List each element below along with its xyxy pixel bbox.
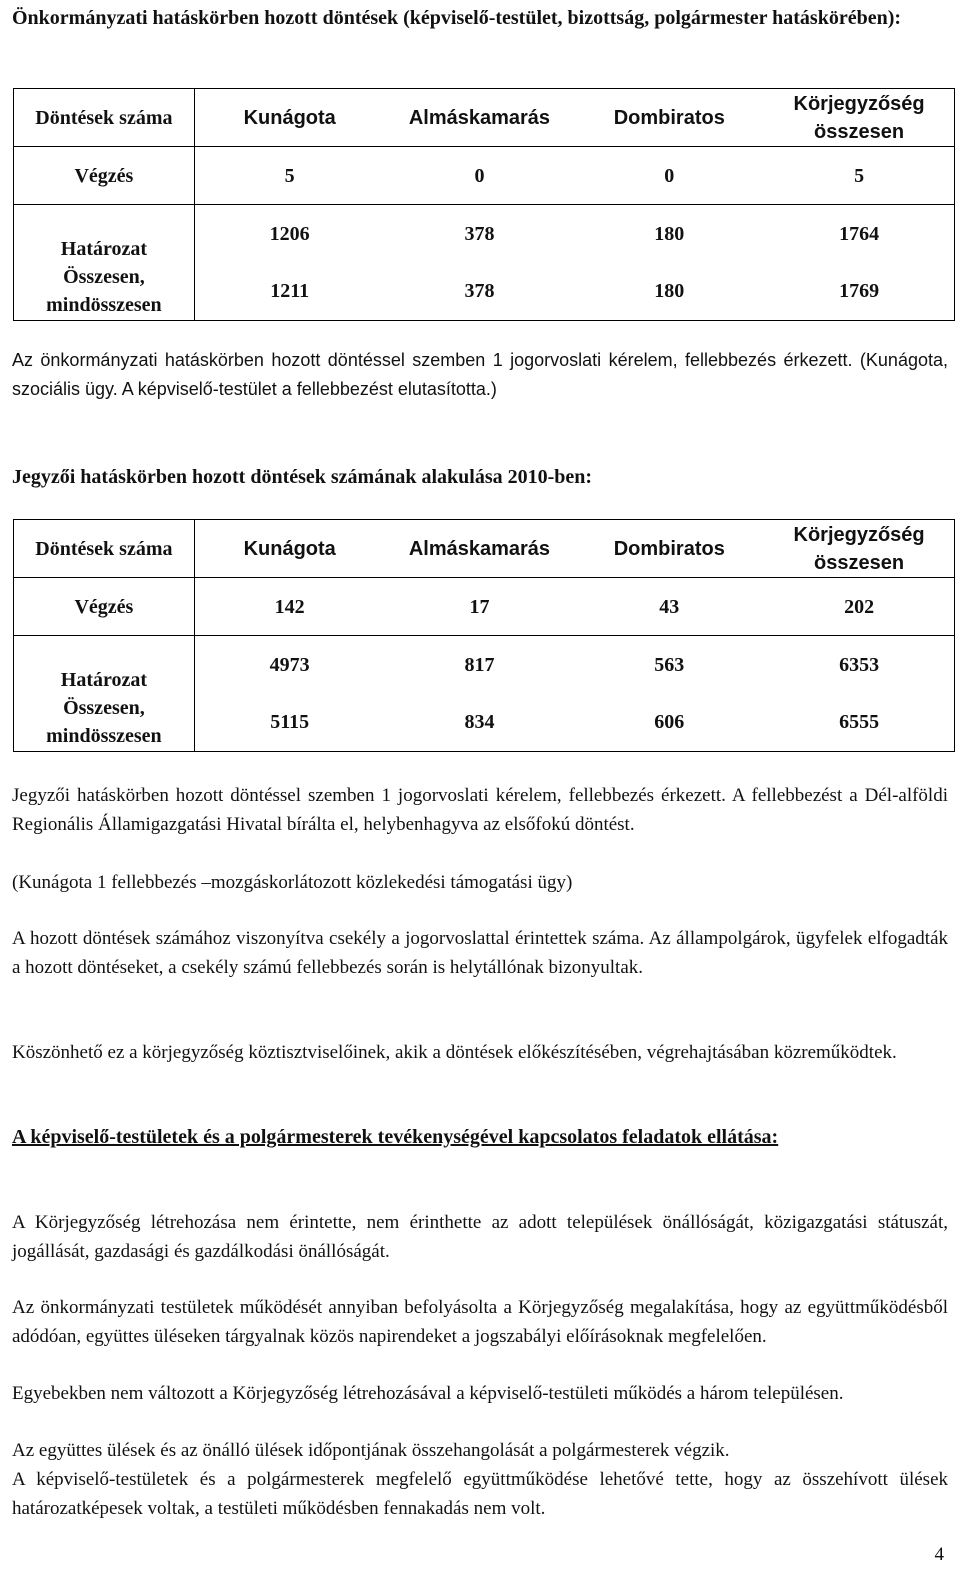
- table-cell: 6353: [764, 636, 954, 694]
- section3-para2: Az önkormányzati testületek működését annyiban befolyásolta a Körjegyzőség megalakítása, hogy az együttműködésből adódóan, együttes üléseken tárgyalnak közös napirendeket a jogszabályi előírásoknak megfelelően.: [12, 1297, 948, 1347]
- header-col: Körjegyzőség összesen: [764, 520, 954, 578]
- table-cell: 5: [764, 147, 954, 205]
- row-label: Végzés: [14, 147, 195, 205]
- table-cell: 0: [574, 147, 764, 205]
- table-cell: 1769: [764, 263, 954, 321]
- table-cell: 6555: [764, 694, 954, 752]
- row-label: Összesen, mindösszesen: [14, 694, 195, 752]
- section1-note: Az önkormányzati hatáskörben hozott döntéssel szemben 1 jogorvoslati kérelem, fellebbezés érkezett. (Kunágota, szociális ügy. A képviselő-testület a fellebbezést elutasította.): [12, 350, 948, 399]
- table-cell: 142: [194, 578, 384, 636]
- row-label: Összesen, mindösszesen: [14, 263, 195, 321]
- header-label: Döntések száma: [14, 520, 195, 578]
- header-col: Dombiratos: [574, 520, 764, 578]
- header-col: Almáskamarás: [385, 89, 575, 147]
- section2-para2: Köszönhető ez a körjegyzőség köztisztviselőinek, akik a döntések előkészítésében, végrehajtásában közreműködtek.: [12, 1042, 897, 1063]
- table-cell: 378: [385, 263, 575, 321]
- row-label: Végzés: [14, 578, 195, 636]
- table-cell: 180: [654, 222, 685, 245]
- section2-note2: (Kunágota 1 fellebbezés –mozgáskorlátozott közlekedési támogatási ügy): [12, 872, 573, 893]
- section3-title: A képviselő-testületek és a polgármesterek tevékenységével kapcsolatos feladatok ellátása:: [12, 1126, 779, 1148]
- table-cell: 43: [574, 578, 764, 636]
- table-cell: 834: [385, 694, 575, 752]
- section2-para1: A hozott döntések számához viszonyítva csekély a jogorvoslattal érintettek száma. Az állampolgárok, ügyfelek elfogadták a hozott döntéseket, a csekély számú fellebbezés során is helytállónak bizonyultak.: [12, 928, 948, 978]
- section3-para5: A képviselő-testületek és a polgármesterek megfelelő együttműködése lehetővé tette, hogy az összehívott ülések határozatképesek voltak, a testületi működésben fennakadás nem volt.: [12, 1469, 948, 1519]
- table-cell: 5115: [194, 694, 384, 752]
- table-cell: 1206: [269, 222, 310, 245]
- header-col: Körjegyzőség összesen: [764, 89, 954, 147]
- section3-para1: A Körjegyzőség létrehozása nem érintette, nem érinthette az adott települések önállóságát, közigazgatási státuszát, jogállását, gazdasági és gazdálkodási önállóságát.: [12, 1212, 948, 1262]
- municipal-decisions-table: [13, 88, 955, 321]
- header-col: Kunágota: [194, 520, 384, 578]
- section3-para3: Egyebekben nem változott a Körjegyzőség létrehozásával a képviselő-testületi működés a három településen.: [12, 1383, 844, 1404]
- section1-title: Önkormányzati hatáskörben hozott döntések (képviselő-testület, bizottság, polgármester hatáskörében):: [12, 7, 902, 29]
- table-cell: 1211: [194, 263, 384, 321]
- table-cell: 0: [385, 147, 575, 205]
- section3-para4: Az együttes ülések és az önálló ülések időpontjának összehangolását a polgármesterek végzik.: [12, 1440, 730, 1461]
- section2-title: Jegyzői hatáskörben hozott döntések számának alakulása 2010-ben:: [12, 466, 593, 488]
- row-label: Határozat: [14, 205, 195, 263]
- header-label: Döntések száma: [14, 89, 195, 147]
- table-cell: 606: [574, 694, 764, 752]
- page-number: 4: [934, 1544, 944, 1565]
- table-cell: 378: [464, 222, 495, 245]
- row-label: Határozat: [14, 636, 195, 694]
- section2-note1: Jegyzői hatáskörben hozott döntéssel szemben 1 jogorvoslati kérelem, fellebbezés érkezett. A fellebbezést a Dél-alföldi Regionális Államigazgatási Hivatal bírálta el, helybenhagyva az elsőfokú döntést.: [12, 785, 948, 835]
- table-cell: 5: [194, 147, 384, 205]
- table-cell: 563: [654, 653, 685, 676]
- header-col: Kunágota: [194, 89, 384, 147]
- header-col: Almáskamarás: [385, 520, 575, 578]
- table-cell: 817: [464, 653, 495, 676]
- header-col: Dombiratos: [574, 89, 764, 147]
- table-cell: 17: [385, 578, 575, 636]
- notary-decisions-table: [13, 519, 955, 752]
- table-cell: 180: [574, 263, 764, 321]
- table-cell: 202: [764, 578, 954, 636]
- table-cell: 1764: [764, 205, 954, 263]
- table-cell: 4973: [269, 653, 310, 676]
